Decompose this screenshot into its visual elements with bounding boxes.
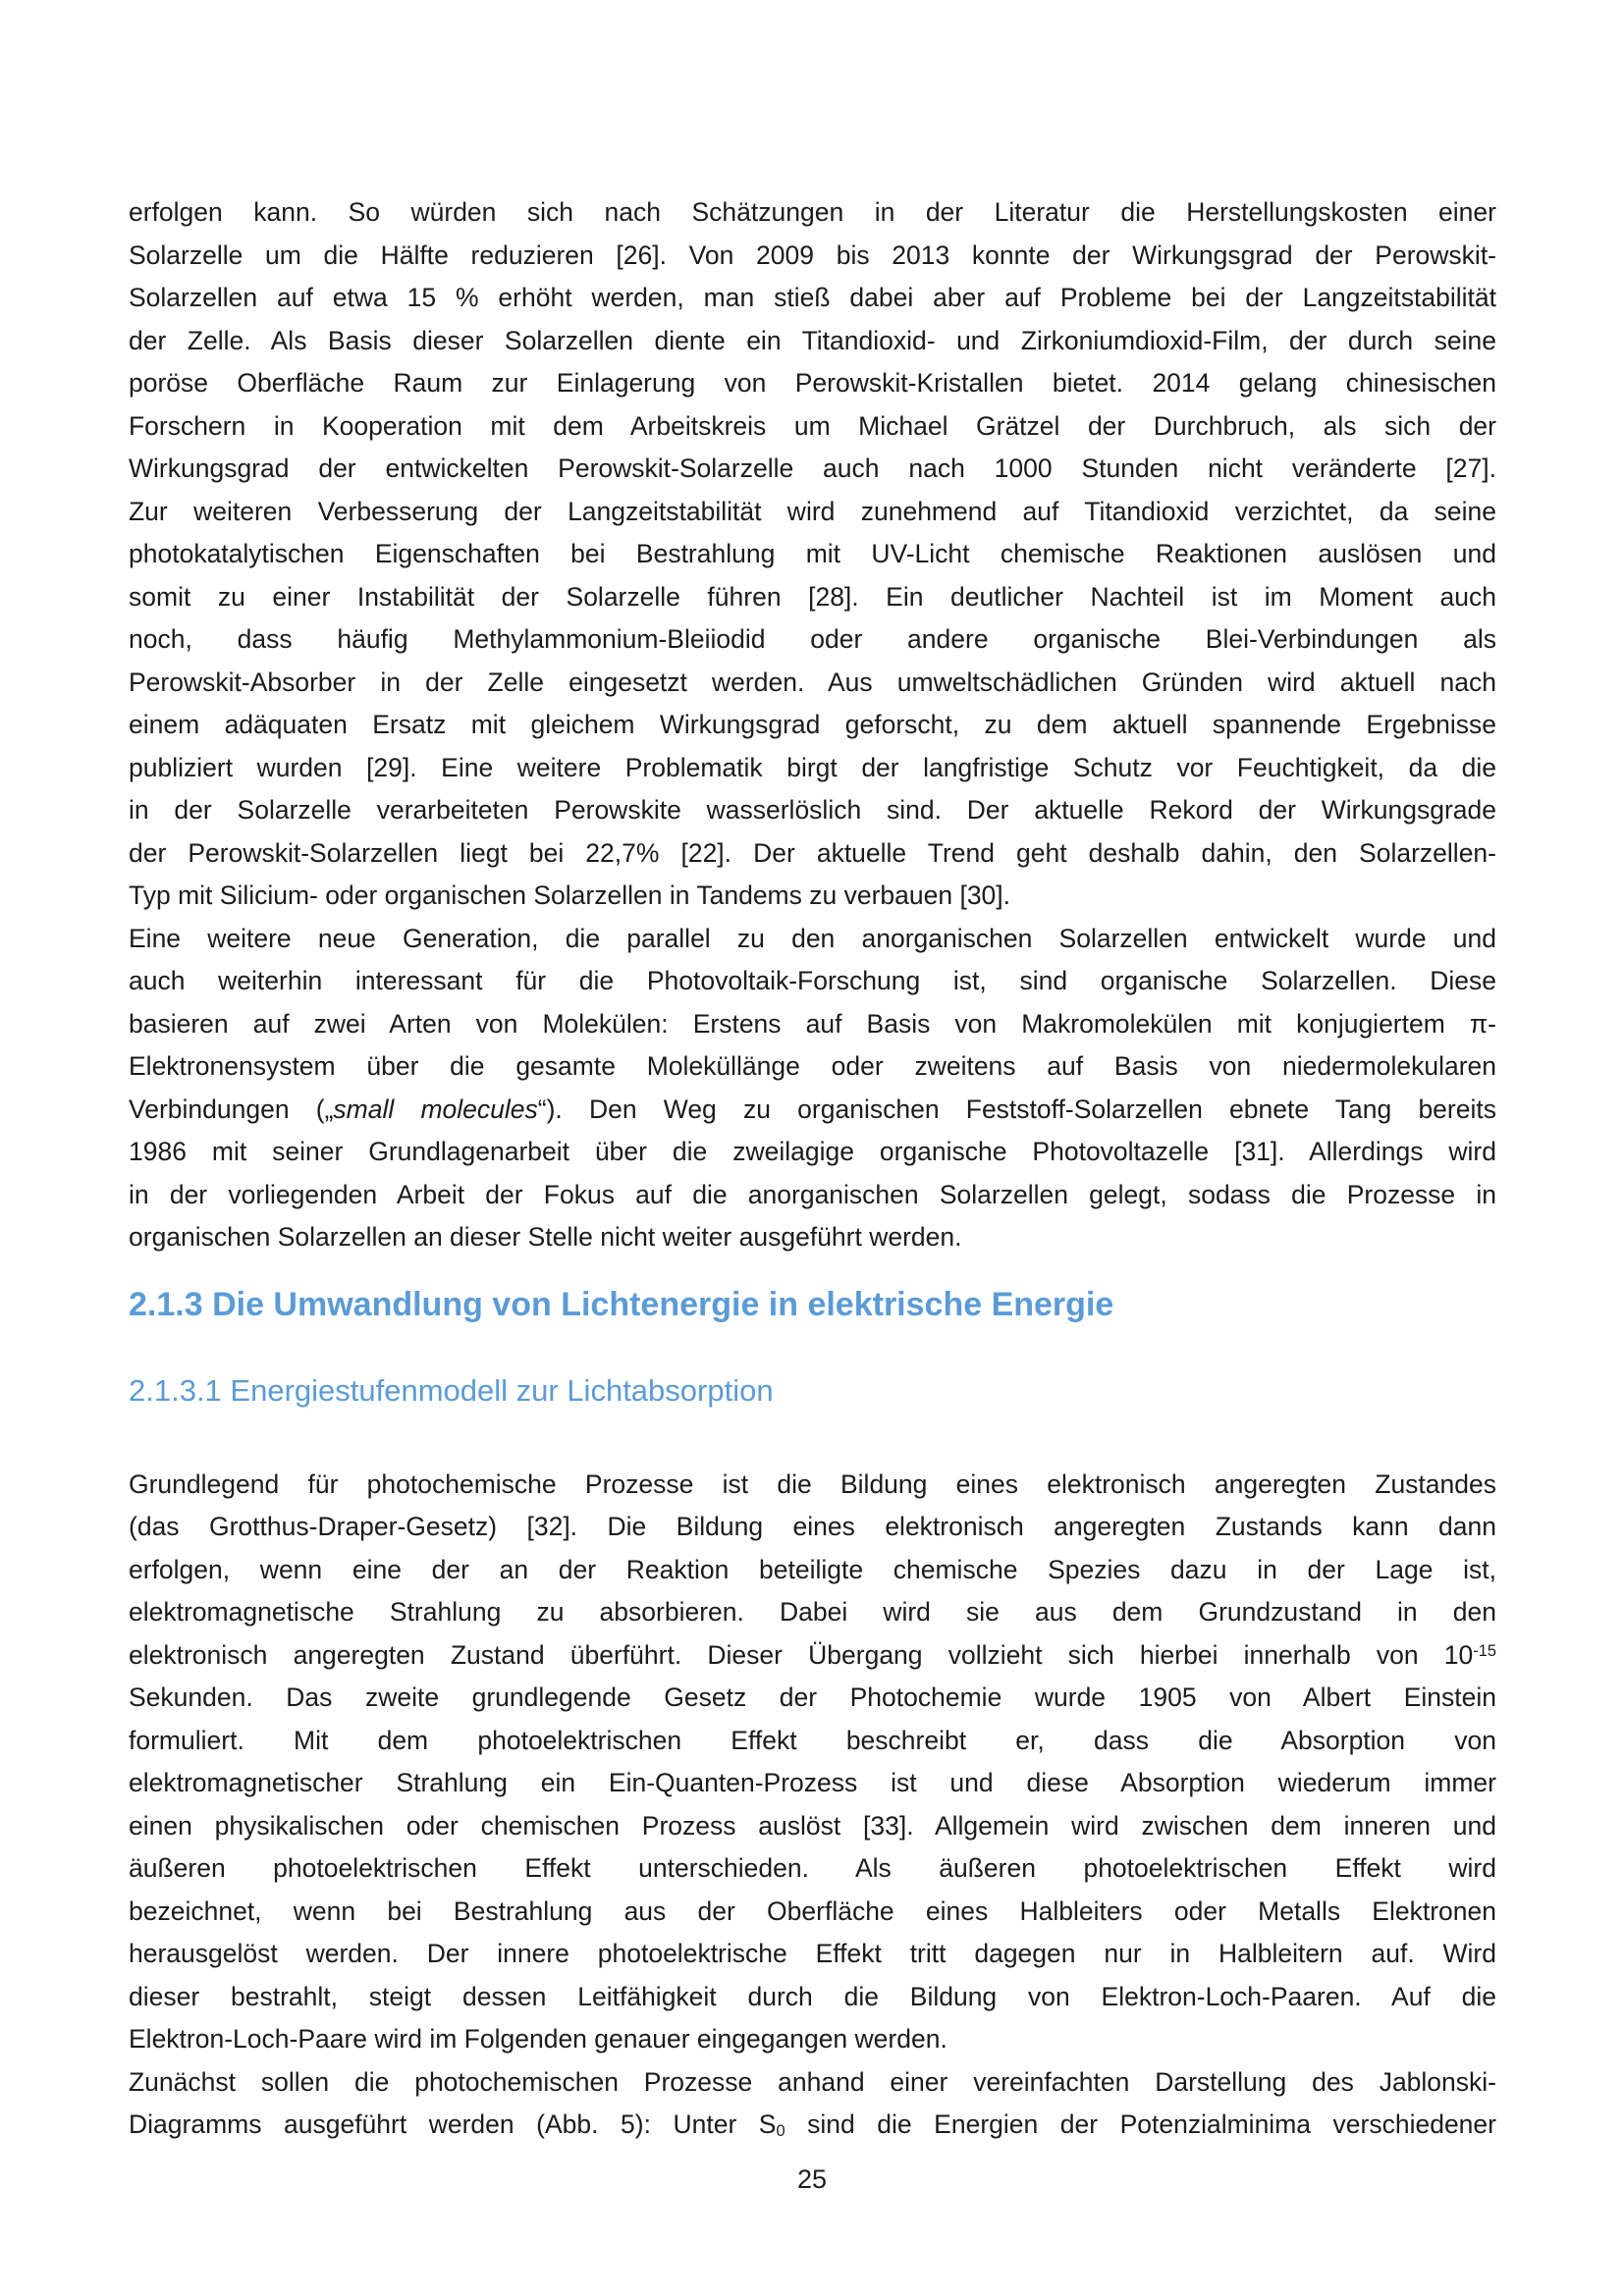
section-heading-2-1-3: 2.1.3 Die Umwandlung von Lichtenergie in elektrische Energie	[129, 1285, 1114, 1323]
text-line: Verbindungen („small molecules“). Den Weg zu organischen Feststoff-Solarzellen ebnete Tang bereits	[129, 1094, 1496, 1124]
text-line: noch, dass häufig Methylammonium-Bleiiodid oder andere organische Blei-Verbindungen als	[129, 624, 1496, 654]
text-line: Zur weiteren Verbesserung der Langzeitstabilität wird zunehmend auf Titandioxid verzichtet, da seine	[129, 496, 1496, 526]
text-line: Wirkungsgrad der entwickelten Perowskit-Solarzelle auch nach 1000 Stunden nicht veränderte [27].	[129, 454, 1496, 483]
text-line: der Zelle. Als Basis dieser Solarzellen diente ein Titandioxid- und Zirkoniumdioxid-Film, der durch seine	[129, 325, 1496, 355]
text-line: photokatalytischen Eigenschaften bei Bestrahlung mit UV-Licht chemische Reaktionen auslösen und	[129, 539, 1496, 568]
text-line: der Perowskit-Solarzellen liegt bei 22,7% [22]. Der aktuelle Trend geht deshalb dahin, den Solarzellen-	[129, 837, 1496, 868]
text-line: in der vorliegenden Arbeit der Fokus auf die anorganischen Solarzellen gelegt, sodass die Prozesse in	[129, 1179, 1496, 1209]
text-line: (das Grotthus-Draper-Gesetz) [32]. Die Bildung eines elektronisch angeregten Zustands kann dann	[129, 1512, 1496, 1541]
text-line: Elektronensystem über die gesamte Moleküllänge oder zweitens auf Basis von niedermolekularen	[129, 1051, 1496, 1081]
text-line: basieren auf zwei Arten von Molekülen: Erstens auf Basis von Makromolekülen mit konjugiertem π-	[129, 1008, 1496, 1039]
text-line: einen physikalischen oder chemischen Prozess auslöst [33]. Allgemein wird zwischen dem inneren und	[129, 1810, 1496, 1841]
text-line: Solarzellen auf etwa 15 % erhöht werden, man stieß dabei aber auf Probleme bei der Langzeitstabilität	[129, 283, 1496, 312]
text-line: elektromagnetische Strahlung zu absorbieren. Dabei wird sie aus dem Grundzustand in den	[129, 1597, 1496, 1627]
body-paragraph-organische-solarzellen	[129, 918, 1496, 1259]
body-paragraph-jablonski	[129, 2061, 1496, 2147]
text-line: Solarzelle um die Hälfte reduzieren [26]. Von 2009 bis 2013 konnte der Wirkungsgrad der Perowskit-	[129, 240, 1496, 270]
text-line: Forschern in Kooperation mit dem Arbeitskreis um Michael Grätzel der Durchbruch, als sich der	[129, 410, 1496, 441]
text-line: publiziert wurden [29]. Eine weitere Problematik birgt der langfristige Schutz vor Feuchtigkeit, da die	[129, 752, 1496, 782]
text-line: herausgelöst werden. Der innere photoelektrische Effekt tritt dagegen nur in Halbleitern auf. Wird	[129, 1939, 1496, 1968]
text-line: Zunächst sollen die photochemischen Prozesse anhand einer vereinfachten Darstellung des Jablonski-	[129, 2066, 1496, 2097]
text-line: in der Solarzelle verarbeiteten Perowskite wasserlöslich sind. Der aktuelle Rekord der Wirkungsgrade	[129, 795, 1496, 825]
text-line: einem adäquaten Ersatz mit gleichem Wirkungsgrad geforscht, zu dem aktuell spannende Ergebnisse	[129, 710, 1496, 739]
body-paragraph-perowskit	[129, 191, 1496, 918]
text-line: Eine weitere neue Generation, die parallel zu den anorganischen Solarzellen entwickelt wurde und	[129, 923, 1496, 953]
text-line: 1986 mit seiner Grundlagenarbeit über die zweilagige organische Photovoltazelle [31]. Allerdings wird	[129, 1137, 1496, 1166]
text-line: organischen Solarzellen an dieser Stelle nicht weiter ausgeführt werden.	[129, 1222, 962, 1252]
text-line: elektromagnetischer Strahlung ein Ein-Quanten-Prozess ist und diese Absorption wiederum immer	[129, 1768, 1496, 1797]
text-line: Elektron-Loch-Paare wird im Folgenden genauer eingegangen werden.	[129, 2024, 947, 2054]
text-line: Perowskit-Absorber in der Zelle eingesetzt werden. Aus umweltschädlichen Gründen wird aktuell nach	[129, 667, 1496, 697]
text-line: dieser bestrahlt, steigt dessen Leitfähigkeit durch die Bildung von Elektron-Loch-Paaren. Auf die	[129, 1981, 1496, 2011]
text-line: Sekunden. Das zweite grundlegende Gesetz der Photochemie wurde 1905 von Albert Einstein	[129, 1682, 1496, 1712]
text-line: erfolgen, wenn eine der an der Reaktion beteiligte chemische Spezies dazu in der Lage ist,	[129, 1554, 1496, 1584]
body-paragraph-lichtabsorption	[129, 1464, 1496, 2061]
text-line: äußeren photoelektrischen Effekt unterschieden. Als äußeren photoelektrischen Effekt wird	[129, 1853, 1496, 1883]
text-line: elektronisch angeregten Zustand überführt. Dieser Übergang vollzieht sich hierbei innerhalb von $10^{-15}$	[129, 1639, 1496, 1670]
text-line: bezeichnet, wenn bei Bestrahlung aus der Oberfläche eines Halbleiters oder Metalls Elektronen	[129, 1896, 1496, 1926]
text-line: poröse Oberfläche Raum zur Einlagerung von Perowskit-Kristallen bietet. 2014 gelang chinesischen	[129, 368, 1496, 398]
text-line: erfolgen kann. So würden sich nach Schätzungen in der Literatur die Herstellungskosten einer	[129, 197, 1496, 227]
text-line: Typ mit Silicium- oder organischen Solarzellen in Tandems zu verbauen [30].	[129, 881, 1011, 910]
text-line: auch weiterhin interessant für die Photovoltaik-Forschung ist, sind organische Solarzellen. Diese	[129, 966, 1496, 995]
page-number: 25	[796, 2164, 828, 2194]
text-line: Diagramms ausgeführt werden (Abb. 5): Unter $S_0$ sind die Energien der Potenzialminima verschiedener	[129, 2109, 1496, 2140]
text-line: somit zu einer Instabilität der Solarzelle führen [28]. Ein deutlicher Nachteil ist im Moment auch	[129, 581, 1496, 612]
page-content	[129, 191, 1496, 2147]
section-heading-2-1-3-1: 2.1.3.1 Energiestufenmodell zur Lichtabsorption	[129, 1372, 774, 1408]
text-line: formuliert. Mit dem photoelektrischen Effekt beschreibt er, dass die Absorption von	[129, 1725, 1496, 1755]
text-line: Grundlegend für photochemische Prozesse ist die Bildung eines elektronisch angeregten Zustandes	[129, 1468, 1496, 1499]
